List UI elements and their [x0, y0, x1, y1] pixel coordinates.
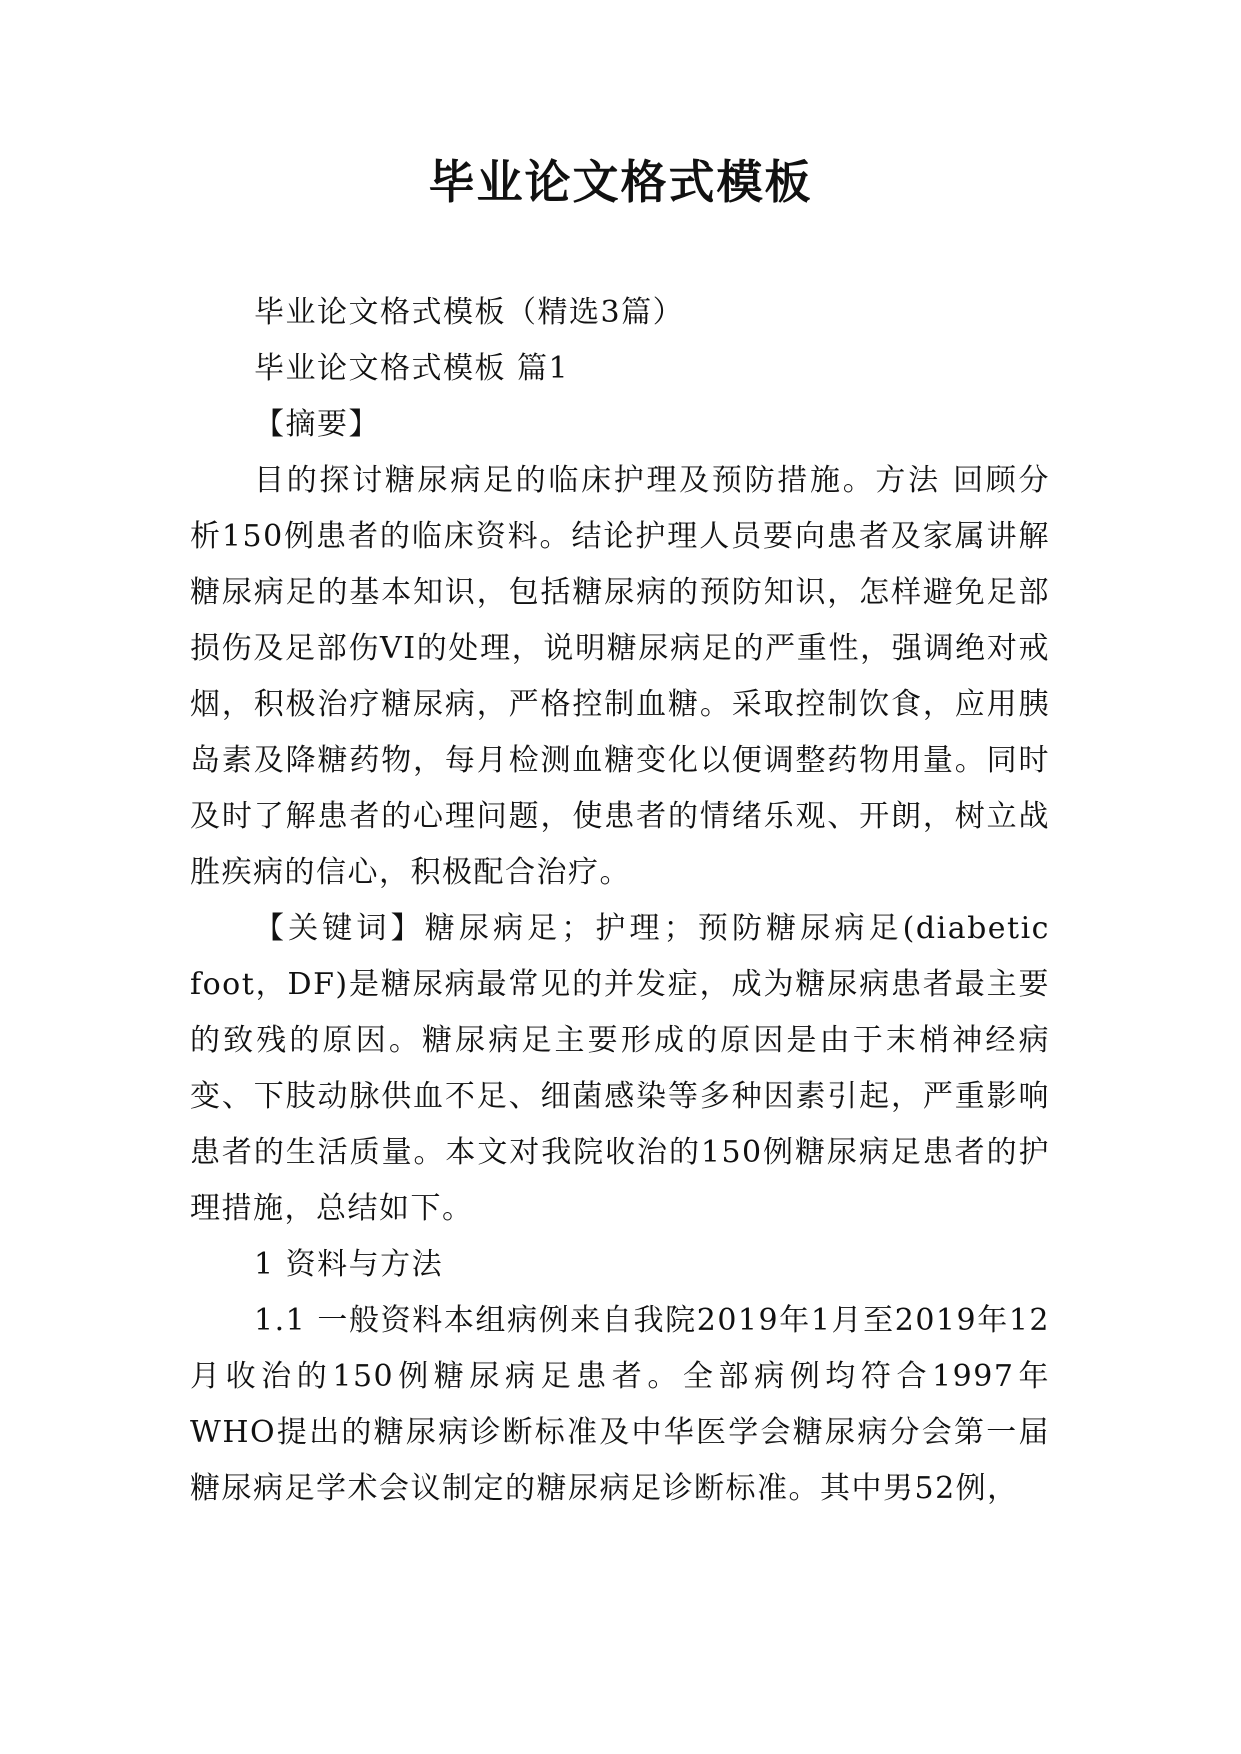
methods-heading: 1 资料与方法: [254, 1247, 444, 1282]
section-heading-paragraph: 毕业论文格式模板 篇1: [254, 351, 570, 386]
abstract-label: 【摘要】: [254, 407, 380, 442]
document-title: 毕业论文格式模板: [428, 155, 813, 209]
keywords-paragraph: 【关键词】糖尿病足；护理；预防糖尿病足(diabetic foot，DF)是糖尿病最常见的并发症，成为糖尿病患者最主要的致残的原因。糖尿病足主要形成的原因是由于末梢神经病变、下肢动脉供血不足、细菌感染等多种因素引起，严重影响患者的生活质量。本文对我院收治的150例糖尿病足患者的护理措施，总结如下。: [190, 911, 1050, 1226]
document-body: [190, 285, 1050, 1517]
abstract-paragraph: 目的探讨糖尿病足的临床护理及预防措施。方法 回顾分析150例患者的临床资料。结论护理人员要向患者及家属讲解糖尿病足的基本知识，包括糖尿病的预防知识，怎样避免足部损伤及足部伤VI的处理，说明糖尿病足的严重性，强调绝对戒烟，积极治疗糖尿病，严格控制血糖。采取控制饮食，应用胰岛素及降糖药物，每月检测血糖变化以便调整药物用量。同时及时了解患者的心理问题，使患者的情绪乐观、开朗，树立战胜疾病的信心，积极配合治疗。: [190, 463, 1050, 890]
general-info-paragraph: 1.1 一般资料本组病例来自我院2019年1月至2019年12月收治的150例糖尿病足患者。全部病例均符合1997年WHO提出的糖尿病诊断标准及中华医学会糖尿病分会第一届糖尿病足学术会议制定的糖尿病足诊断标准。其中男52例，: [190, 1303, 1050, 1506]
subtitle-paragraph: 毕业论文格式模板（精选3篇）: [254, 295, 685, 330]
